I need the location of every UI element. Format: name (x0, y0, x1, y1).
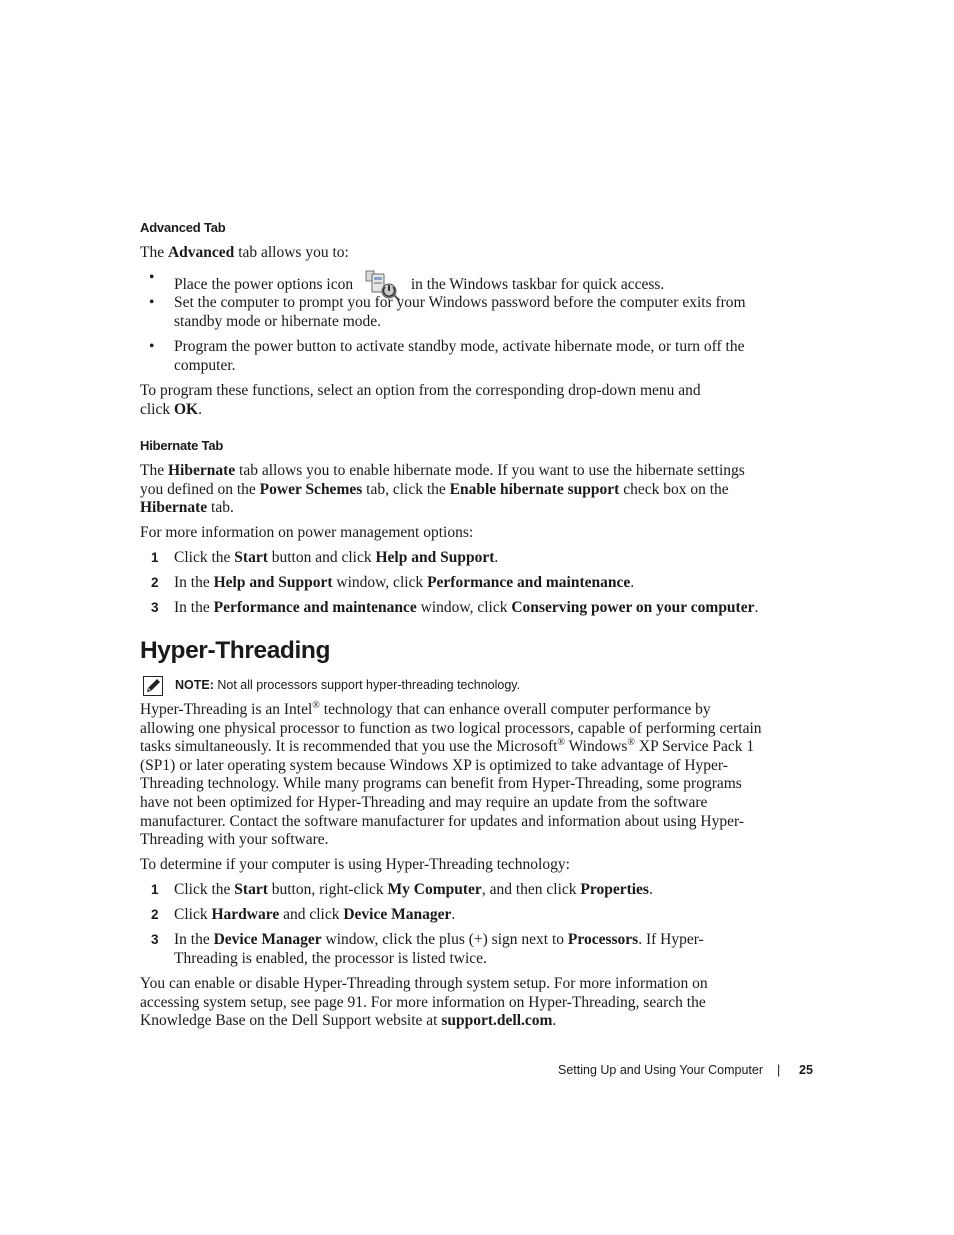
hibernate-paragraph: The Hibernate tab allows you to enable hibernate mode. If you want to use the hibernate settings you defined on the Power Schemes tab, click the Enable hibernate support check box on the Hibernate tab. (140, 462, 745, 517)
bullet-mark: • (149, 338, 155, 355)
step-number: 1 (151, 550, 159, 565)
bullet-mark: • (149, 269, 155, 286)
hyper-step-2: Click Hardware and click Device Manager. (174, 906, 456, 923)
hyper-closing-paragraph: You can enable or disable Hyper-Threading through system setup. For more information on accessing system setup, see page 91. For more information on Hyper-Threading, search the Knowledge Base on the Dell Support website at support.dell.com. (140, 975, 708, 1030)
page-title: Hyper-Threading (140, 637, 331, 664)
step-number: 2 (151, 575, 159, 590)
power-info-intro: For more information on power management options: (140, 524, 474, 541)
hyper-paragraph: Hyper-Threading is an Intel® technology that can enhance overall computer performance by allowing one physical processor to function as two logical processors, capable of performing certain tasks simultaneously. It is recommended that you use the Microsoft® Windows® XP Service Pack 1 (SP1) or later operating system because Windows XP is optimized to take advantage of Hyper-Threading technology. While many programs can benefit from Hyper-Threading, some programs have not been optimized for Hyper-Threading and may require an update from the software manufacturer. Contact the software manufacturer for updates and information about using Hyper-Threading with your software. (140, 699, 762, 849)
footer-section-title: Setting Up and Using Your Computer (558, 1063, 763, 1077)
determine-intro: To determine if your computer is using Hyper-Threading technology: (140, 856, 570, 873)
hibernate-tab-heading: Hibernate Tab (140, 438, 224, 453)
note-pencil-icon (143, 676, 163, 696)
advanced-bullet-3: Program the power button to activate standby mode, activate hibernate mode, or turn off the computer. (174, 338, 745, 374)
step-number: 3 (151, 932, 159, 947)
note-text: NOTE: Not all processors support hyper-threading technology. (175, 678, 521, 692)
advanced-bullet-2: Set the computer to prompt you for your Windows password before the computer exits from standby mode or hibernate mode. (174, 294, 746, 330)
page-number: 25 (799, 1063, 813, 1077)
step-number: 3 (151, 600, 159, 615)
step-number: 1 (151, 882, 159, 897)
footer-separator: | (777, 1063, 781, 1077)
hyper-step-3: In the Device Manager window, click the plus (+) sign next to Processors. If Hyper-Threading is enabled, the processor is listed twice. (174, 931, 704, 967)
support-link: support.dell.com (441, 1012, 553, 1030)
step-number: 2 (151, 907, 159, 922)
hibernate-step-1: Click the Start button and click Help and Support. (174, 549, 499, 566)
hibernate-step-2: In the Help and Support window, click Performance and maintenance. (174, 574, 635, 591)
advanced-tab-heading: Advanced Tab (140, 220, 226, 235)
hyper-step-1: Click the Start button, right-click My Computer, and then click Properties. (174, 881, 653, 898)
advanced-bullet-1: Place the power options icon in the Windows taskbar for quick access. (174, 269, 764, 301)
advanced-program-text: To program these functions, select an option from the corresponding drop-down menu and click OK. (140, 382, 701, 418)
hibernate-step-3: In the Performance and maintenance window, click Conserving power on your computer. (174, 599, 759, 616)
bullet-mark: • (149, 294, 155, 311)
advanced-intro: The Advanced tab allows you to: (140, 244, 349, 261)
